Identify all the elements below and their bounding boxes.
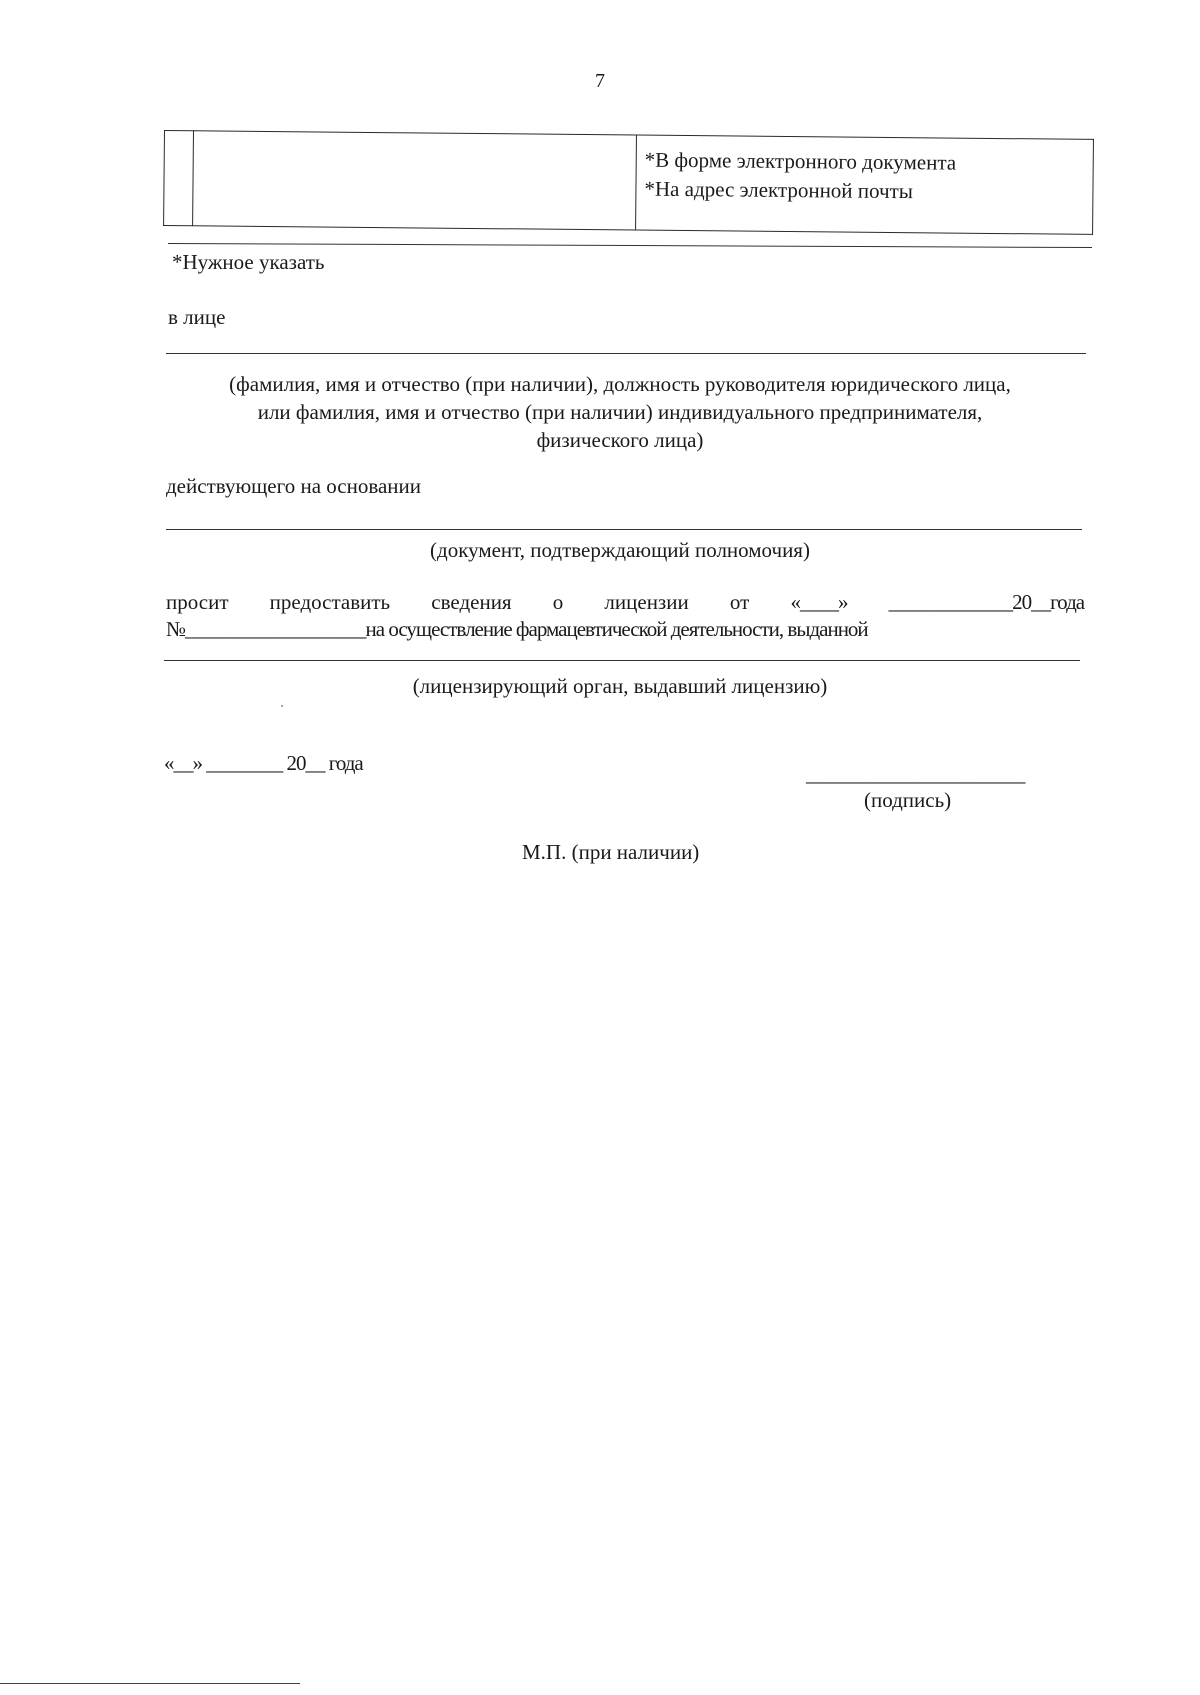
representative-caption-line: (фамилия, имя и отчество (при наличии), должность руководителя юридического лица, (229, 372, 1011, 396)
table-cell-name (193, 131, 637, 230)
delivery-options-table (163, 130, 1094, 235)
request-word: предоставить (269, 590, 391, 614)
representative-label: в лице (168, 305, 226, 329)
license-day-blank: «____» (790, 590, 848, 614)
footnote-text: *Нужное указать (172, 250, 325, 274)
scan-speck (281, 705, 283, 707)
request-line-1 (166, 590, 1084, 615)
table-row (164, 131, 1094, 235)
option-electronic-document: *В форме электронного документа (644, 147, 957, 175)
table-cell-index (164, 131, 194, 226)
signature-caption: (подпись) (864, 788, 952, 812)
representative-caption-line: или фамилия, имя и отчество (при наличии) индивидуального предпринимателя, (257, 400, 983, 424)
representative-caption (160, 370, 1080, 454)
basis-caption: (документ, подтверждающий полномочия) (430, 538, 810, 562)
request-word: просит (166, 590, 229, 614)
request-word: от (729, 590, 750, 614)
basis-document-line (166, 529, 1082, 530)
table-cell-options (636, 135, 1094, 234)
option-email-address: *На адрес электронной почты (644, 176, 914, 204)
request-word: о (552, 590, 564, 614)
scan-edge-mark (0, 1683, 300, 1684)
page-number: 7 (595, 70, 605, 92)
request-word: лицензии (604, 590, 689, 614)
license-date-blank: _____________20__года (888, 590, 1085, 614)
signature-blank: _______________________ (806, 762, 1025, 786)
licensing-body-caption: (лицензирующий орган, выдавший лицензию) (412, 674, 828, 698)
representative-caption-line: физического лица) (536, 428, 704, 452)
footnote-divider (168, 243, 1092, 248)
licensing-body-line (164, 660, 1080, 661)
stamp-note: М.П. (при наличии) (522, 840, 700, 864)
representative-name-line (166, 353, 1086, 354)
request-line-2: №___________________на осуществление фармацевтической деятельности, выданной (166, 617, 868, 641)
application-date: «__» ________ 20__ года (164, 751, 363, 775)
request-word: сведения (431, 590, 512, 614)
basis-label: действующего на основании (166, 474, 422, 498)
